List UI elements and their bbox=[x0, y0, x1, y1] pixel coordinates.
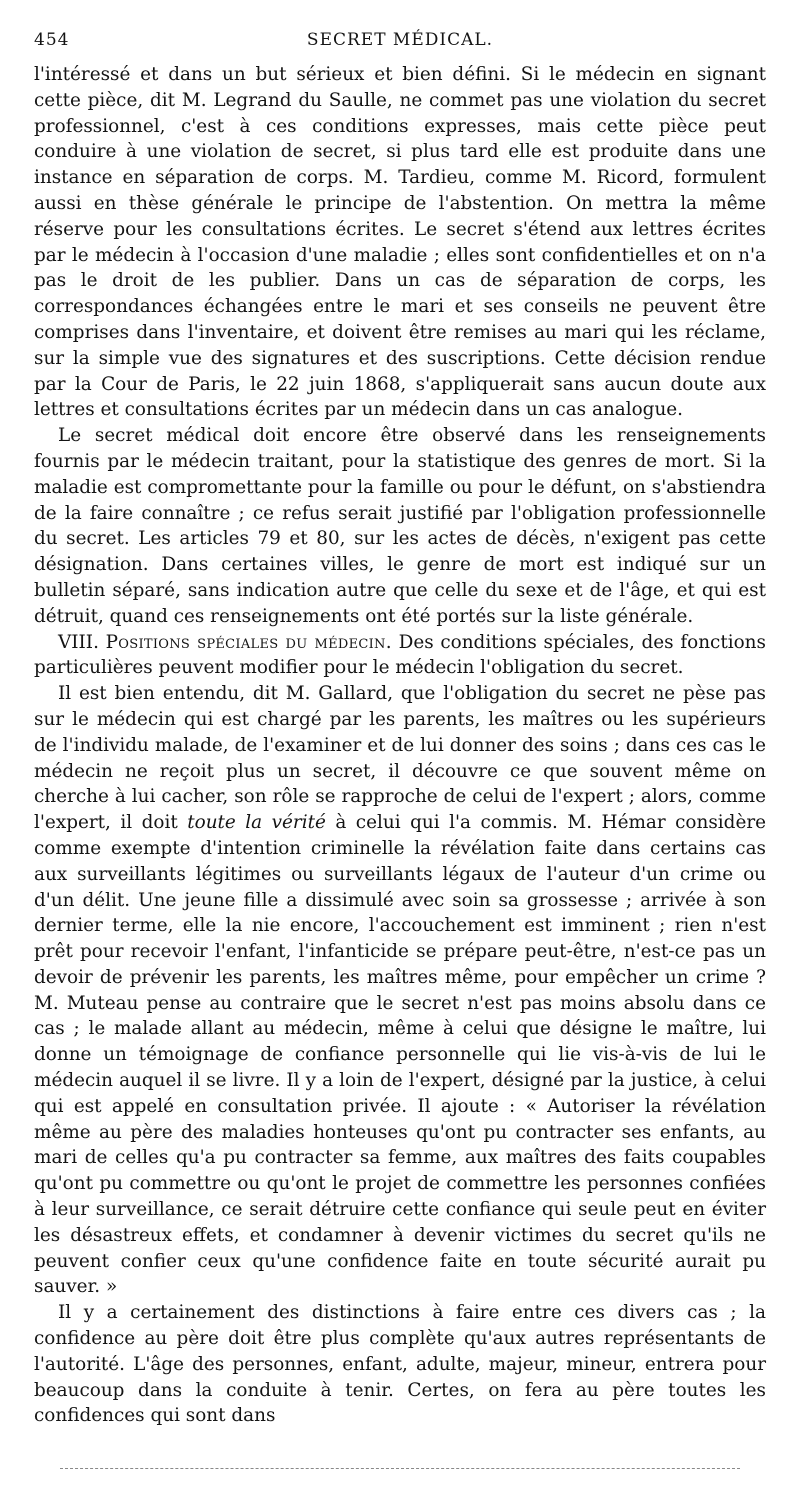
emphasis-phrase: toute la vérité bbox=[187, 812, 326, 834]
section-number: VIII. bbox=[58, 631, 99, 653]
paragraph-text-part: à celui qui l'a commis. M. Hémar considère comme exempte d'intention criminelle la révélation faite dans certains cas aux surveillants légitimes ou surveillants légaux de l'auteur d'un crime ou d'un délit. Une jeune fille a dissimulé avec soin sa grossesse ; arrivée à son dernier terme, elle la nie encore, l'accouchement est imminent ; rien n'est prêt pour recevoir l'enfant, l'infanticide se prépare peut-être, n'est-ce pas un devoir de prévenir les parents, les maîtres même, pour empêcher un crime ? M. Muteau pense au contraire que le secret n'est pas moins absolu dans ce cas ; le malade allant au médecin, même à celui que désigne le maître, lui donne un témoignage de confiance personnelle qui lie vis-à-vis de lui le médecin auquel il se livre. Il y a loin de l'expert, désigné par la justice, à celui qui est appelé en consultation privée. Il ajoute : « Autoriser la révélation même au père des maladies honteuses qu'ont pu contracter ses enfants, au mari de celles qu'a pu contracter sa femme, aux maîtres des faits coupables qu'ont pu commettre ou qu'ont le projet de commettre les personnes confiées à leur surveillance, ce serait détruire cette confiance qui seule peut en éviter les désastreux effets, et condamner à devenir victimes du secret qu'ils ne peuvent confier ceux qu'une confidence faite en toute sécurité aurait pu sauver. » bbox=[34, 812, 767, 1298]
body-text bbox=[34, 62, 766, 1429]
running-header bbox=[34, 30, 766, 54]
paragraph-distinctions: Il y a certainement des distinctions à faire entre ces divers cas ; la confidence au père doit être plus complète qu'aux autres représentants de l'autorité. L'âge des personnes, enfant, adulte, majeur, mineur, entrera pour beaucoup dans la conduite à tenir. Certes, on fera au père toutes les confidences qui sont dans bbox=[34, 1302, 766, 1427]
section-heading: Positions spéciales du médecin. bbox=[105, 631, 392, 653]
paragraph-continuation: l'intéressé et dans un but sérieux et bien défini. Si le médecin en signant cette pièce, dit M. Legrand du Saulle, ne commet pas une violation du secret professionnel, c'est à ces conditions expresses, mais cette pièce peut conduire à une violation de secret, si plus tard elle est produite dans une instance en séparation de corps. M. Tardieu, comme M. Ricord, formulent aussi en thèse générale le principe de l'abstention. On mettra la même réserve pour les consultations écrites. Le secret s'étend aux lettres écrites par le médecin à l'occasion d'une maladie ; elles sont confidentielles et on n'a pas le droit de les publier. Dans un cas de séparation de corps, les correspondances échangées entre le mari et ses conseils ne peuvent être comprises dans l'inventaire, et doivent être remises au mari qui les réclame, sur la simple vue des signatures et des suscriptions. Cette décision rendue par la Cour de Paris, le 22 juin 1868, s'appliquerait sans aucun doute aux lettres et consultations écrites par un médecin dans un cas analogue. bbox=[34, 64, 766, 421]
footer-rule bbox=[60, 1468, 740, 1469]
section-paragraph bbox=[34, 630, 766, 682]
paragraph-gallard bbox=[34, 681, 766, 1300]
page-number: 454 bbox=[34, 30, 70, 50]
paragraph-text-part: Il est bien entendu, dit M. Gallard, que l'obligation du secret ne pèse pas sur le médecin qui est chargé par les parents, les maîtres ou les supérieurs de l'individu malade, de l'examiner et de lui donner des soins ; dans ces cas le médecin ne reçoit plus un secret, il découvre ce que souvent même on cherche à lui cacher, son rôle se rapproche de celui de l'expert ; alors, comme l'expert, il doit bbox=[34, 683, 766, 834]
running-title: SECRET MÉDICAL. bbox=[306, 30, 494, 50]
paragraph-statistics: Le secret médical doit encore être observé dans les renseignements fournis par le médecin traitant, pour la statistique des genres de mort. Si la maladie est compromettante pour la famille ou pour le défunt, on s'abstiendra de la faire connaître ; ce refus serait justifié par l'obligation professionnelle du secret. Les articles 79 et 80, sur les actes de décès, n'exigent pas cette désignation. Dans certaines villes, le genre de mort est indiqué sur un bulletin séparé, sans indication autre que celle du sexe et de l'âge, et qui est détruit, quand ces renseignements ont été portés sur la liste générale. bbox=[34, 425, 766, 627]
section-text: Des conditions spéciales, des fonctions particulières peuvent modifier pour le médecin l'obligation du secret. bbox=[34, 631, 766, 679]
